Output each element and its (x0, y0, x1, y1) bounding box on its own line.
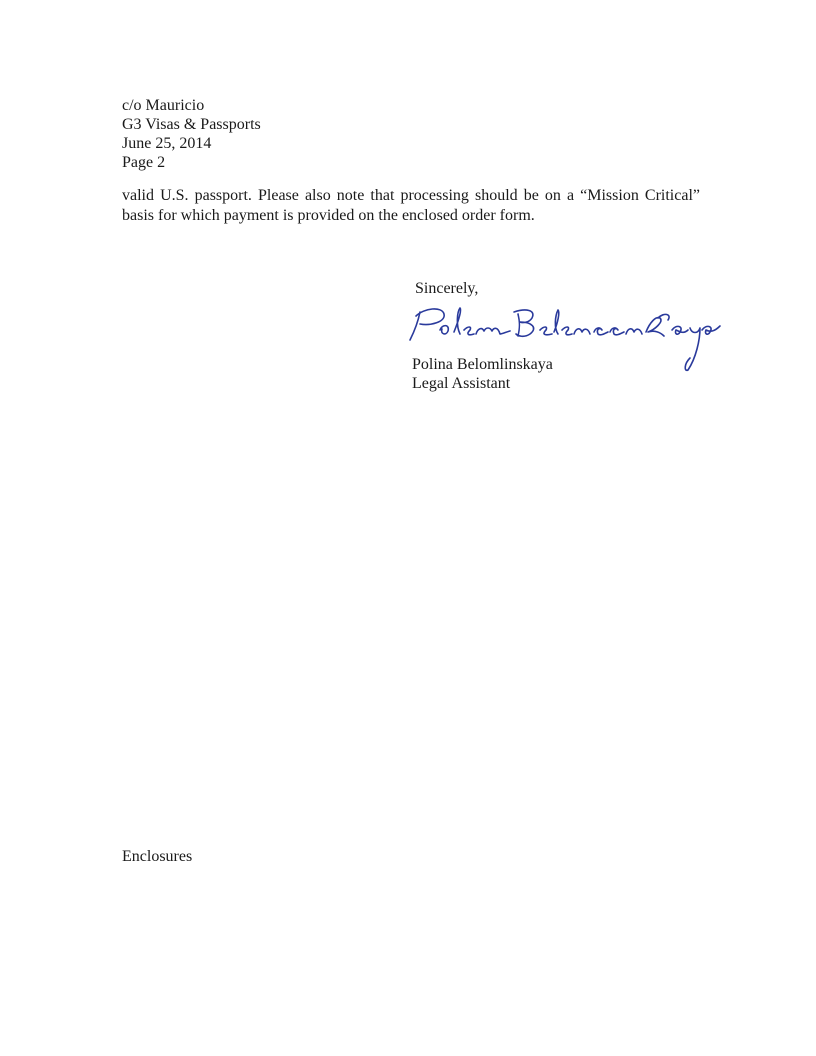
closing-salutation: Sincerely, (415, 280, 479, 297)
recipient-line: c/o Mauricio (122, 97, 205, 114)
enclosures-note: Enclosures (122, 848, 193, 865)
letter-header (122, 96, 261, 172)
signer-name: Polina Belomlinskaya (412, 356, 553, 373)
page-number: Page 2 (122, 154, 166, 171)
signer-block (412, 355, 553, 393)
company-line: G3 Visas & Passports (122, 116, 261, 133)
signer-title: Legal Assistant (412, 375, 511, 392)
date-line: June 25, 2014 (122, 135, 212, 152)
body-paragraph: valid U.S. passport. Please also note that processing should be on a “Mission Critical” basis for which payment is provided on the enclosed order form. (122, 187, 700, 224)
